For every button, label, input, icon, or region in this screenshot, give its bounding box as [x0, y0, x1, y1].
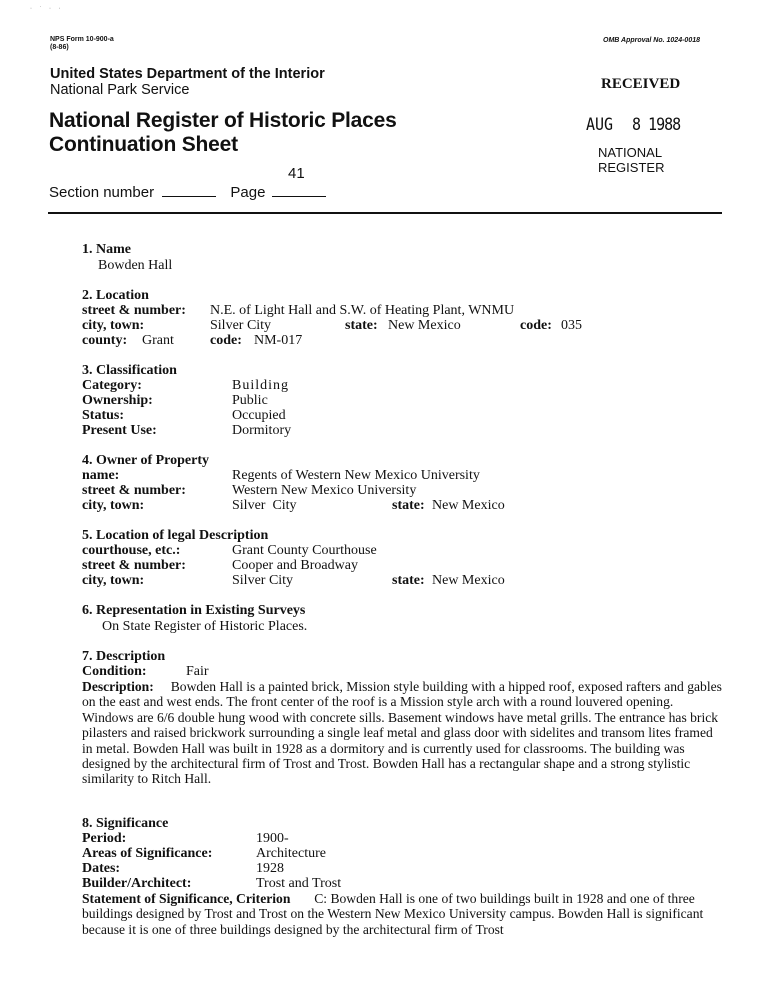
page-title: National Register of Historic Places — [49, 109, 397, 132]
builder-value: Trost and Trost — [256, 876, 342, 891]
owner-city-label: city, town: — [82, 498, 145, 513]
state-value: New Mexico — [388, 318, 461, 333]
owner-street-label: street & number: — [82, 483, 186, 498]
county-code-value: NM-017 — [254, 333, 303, 348]
section-2-heading: 2. Location — [82, 288, 149, 303]
condition-label: Condition: — [82, 664, 147, 679]
state-label: state: — [345, 318, 378, 333]
legal-street-label: street & number: — [82, 558, 186, 573]
section-3-heading: 3. Classification — [82, 363, 177, 378]
stamp-register: REGISTER — [598, 160, 665, 175]
present-use-label: Present Use: — [82, 423, 157, 438]
dates-value: 1928 — [256, 861, 284, 876]
stamp-national: NATIONAL — [598, 145, 663, 160]
areas-label: Areas of Significance: — [82, 846, 213, 861]
status-label: Status: — [82, 408, 125, 423]
ownership-value: Public — [232, 393, 268, 408]
service-name: National Park Service — [50, 82, 190, 98]
period-value: 1900- — [256, 831, 289, 846]
statement-label: Statement of Significance, Criterion — [82, 891, 291, 906]
received-stamp: RECEIVED — [601, 76, 681, 92]
section-4-heading: 4. Owner of Property — [82, 453, 210, 468]
period-label: Period: — [82, 831, 127, 846]
street-label: street & number: — [82, 303, 186, 318]
city-value: Silver City — [210, 318, 272, 333]
owner-name-value: Regents of Western New Mexico University — [232, 468, 480, 483]
page-number-blank — [272, 184, 326, 197]
present-use-value: Dormitory — [232, 423, 292, 438]
property-name: Bowden Hall — [98, 258, 173, 273]
street-value: N.E. of Light Hall and S.W. of Heating Plant, WNMU — [210, 303, 515, 318]
condition-value: Fair — [186, 664, 209, 679]
courthouse-value: Grant County Courthouse — [232, 543, 377, 558]
description-label: Description: — [82, 679, 154, 694]
page-label: Page — [230, 184, 266, 201]
county-value: Grant — [142, 333, 174, 348]
category-label: Category: — [82, 378, 142, 393]
description-paragraph — [82, 679, 722, 787]
section-number-label: Section number — [49, 184, 155, 201]
stamp-day-year: 8 1988 — [632, 113, 681, 135]
courthouse-label: courthouse, etc.: — [82, 543, 181, 558]
owner-street-value: Western New Mexico University — [232, 483, 417, 498]
section-8-heading: 8. Significance — [82, 816, 169, 831]
statement-text: C: Bowden Hall is one of two buildings built in 1928 and one of three buildings designed by Trost and Trost on the Western New Mexico University campus. Bowden Hall is significant because it is one of three buildings designed by the architectural firm of Trost — [82, 891, 704, 937]
section-5-heading: 5. Location of legal Description — [82, 528, 269, 543]
omb-number: OMB Approval No. 1024-0018 — [603, 37, 700, 44]
code-label: code: — [520, 318, 552, 333]
ownership-label: Ownership: — [82, 393, 153, 408]
page-subtitle: Continuation Sheet — [49, 133, 238, 156]
areas-value: Architecture — [256, 846, 326, 861]
city-label: city, town: — [82, 318, 145, 333]
page-number: 41 — [288, 165, 305, 182]
section-number-field — [49, 184, 326, 201]
county-code-label: code: — [210, 333, 242, 348]
owner-city-value: Silver City — [232, 498, 297, 513]
code-value: 035 — [561, 318, 582, 333]
legal-city-label: city, town: — [82, 573, 145, 588]
status-value: Occupied — [232, 408, 286, 423]
owner-state-label: state: — [392, 498, 425, 513]
survey-value: On State Register of Historic Places. — [102, 619, 308, 634]
builder-label: Builder/Architect: — [82, 876, 192, 891]
legal-street-value: Cooper and Broadway — [232, 558, 358, 573]
section-1-heading: 1. Name — [82, 242, 131, 257]
header-divider — [48, 212, 722, 214]
dates-label: Dates: — [82, 861, 121, 876]
form-date: (8-86) — [50, 44, 69, 51]
owner-name-label: name: — [82, 468, 120, 483]
legal-state-value: New Mexico — [432, 573, 505, 588]
section-7-heading: 7. Description — [82, 649, 166, 664]
category-value: Building — [232, 378, 290, 393]
section-6-heading: 6. Representation in Existing Surveys — [82, 603, 306, 618]
county-label: county: — [82, 333, 128, 348]
stamp-month: AUG — [586, 113, 614, 135]
scan-specks: · ˙ · · — [30, 6, 64, 12]
statement-paragraph — [82, 891, 722, 937]
legal-city-value: Silver City — [232, 573, 294, 588]
legal-state-label: state: — [392, 573, 425, 588]
section-number-blank — [162, 184, 216, 197]
department-name: United States Department of the Interior — [50, 66, 325, 82]
form-id: NPS Form 10-900-a — [50, 36, 114, 43]
owner-state-value: New Mexico — [432, 498, 505, 513]
description-text: Bowden Hall is a painted brick, Mission style building with a hipped roof, exposed rafters and gables on the east and west ends. The front center of the roof is a Mission style arch with a round louvered opening. Windows are 6/6 double hung wood with concrete sills. Basement windows have metal grills. The entrance has brick pilasters and raised brickwork surrounding a single leaf metal and glass door with sidelites and transom lites framed in metal. Bowden Hall was built in 1928 as a dormitory and is currently used for classrooms. The building was designed by the architectural firm of Trost and Trost. Bowden Hall has a rectangular shape and a strong stylistic similarity to Ritch Hall. — [82, 679, 722, 787]
